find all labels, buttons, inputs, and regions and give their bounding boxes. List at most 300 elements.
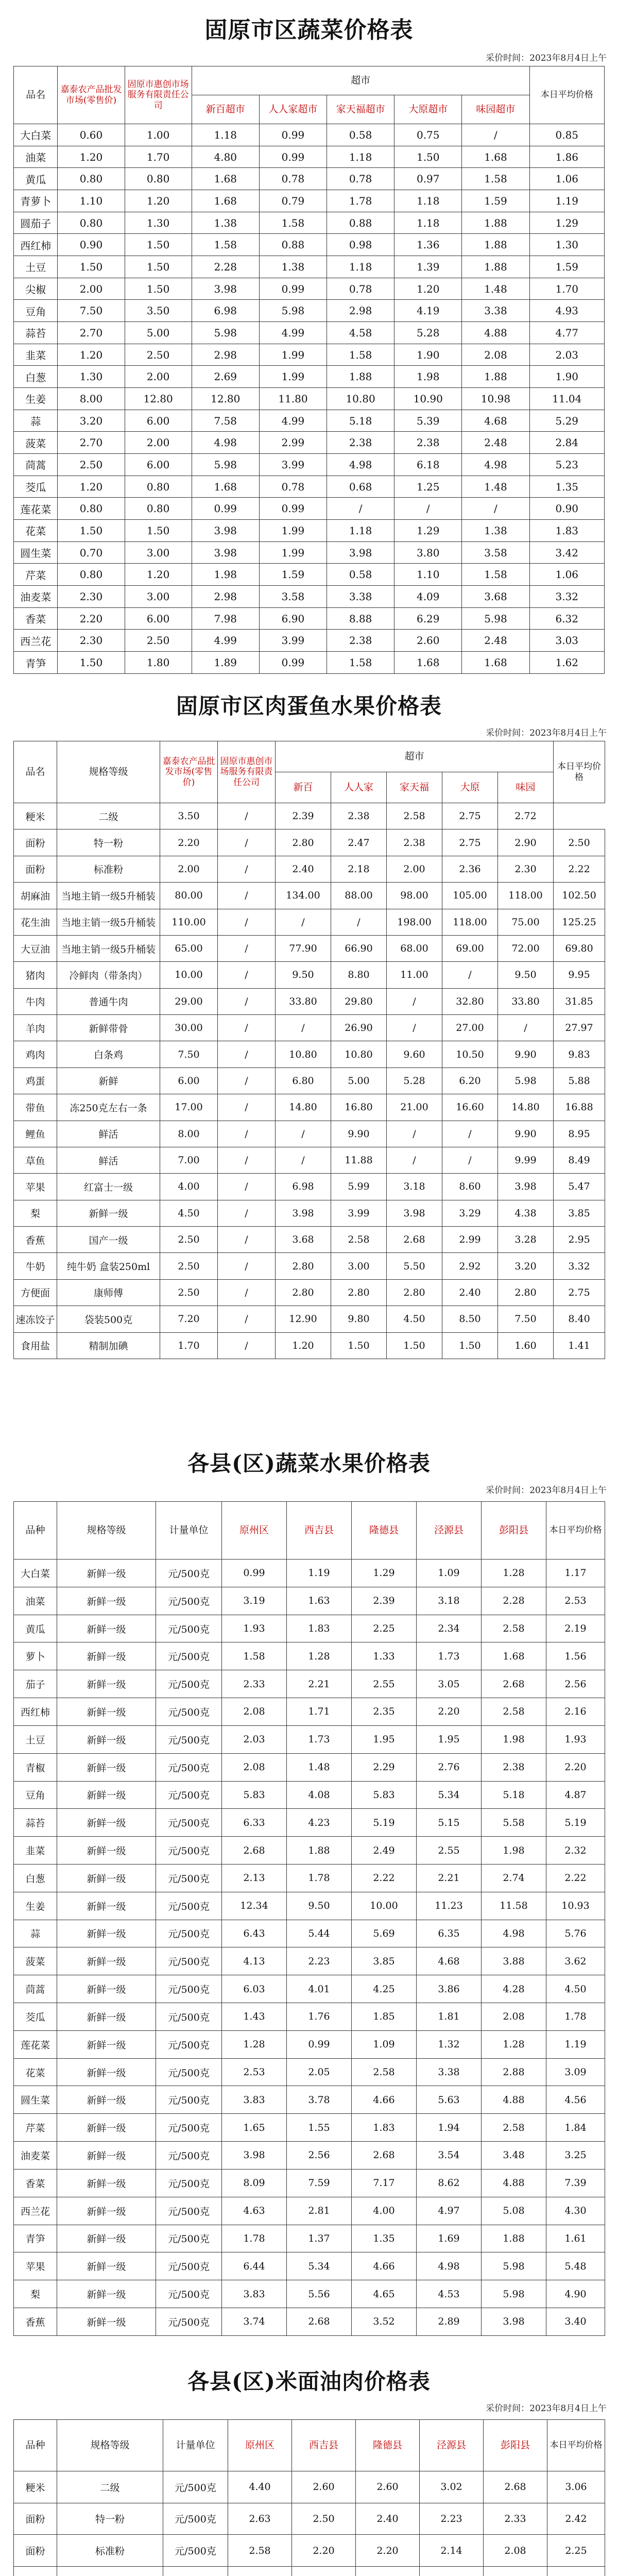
table-cell: 0.79 xyxy=(259,190,327,212)
table-cell: 29.80 xyxy=(331,988,387,1014)
table-cell: 3.68 xyxy=(276,1227,331,1253)
table-cell: 2.75 xyxy=(442,803,498,829)
table-cell: 6.98 xyxy=(276,1174,331,1200)
table-cell: 新鲜一级 xyxy=(57,1809,156,1837)
table-cell: 新鲜一级 xyxy=(57,1753,156,1781)
table-cell: 2.36 xyxy=(442,856,498,882)
table-cell: 2.33 xyxy=(484,2503,547,2535)
table-cell: 6.29 xyxy=(394,607,462,630)
table-cell: 11.80 xyxy=(259,388,327,410)
product-name-cell: 韭菜 xyxy=(14,344,58,366)
table-cell: 1.25 xyxy=(394,476,462,498)
table-cell: 2.58 xyxy=(352,2058,417,2086)
table-cell: 4.50 xyxy=(387,1306,442,1332)
table-cell: 1.78 xyxy=(327,190,394,212)
table-cell: 3.58 xyxy=(462,541,529,564)
table-cell: 10.90 xyxy=(394,388,462,410)
table-cell: 元/500克 xyxy=(156,1670,222,1698)
table-cell: 元/500克 xyxy=(156,2030,222,2058)
collection-time: 采价时间：2023年8月4日上午 xyxy=(486,2403,607,2414)
table-cell: 2.68 xyxy=(352,2142,417,2170)
table-row xyxy=(14,2535,605,2567)
table-cell: / xyxy=(218,988,276,1014)
table-cell: 二级 xyxy=(57,2471,163,2503)
table-cell: 国产一级 xyxy=(57,1227,160,1253)
product-name-cell: 芹菜 xyxy=(14,564,58,586)
product-name-cell: 青笋 xyxy=(14,652,58,674)
table-cell: 8.00 xyxy=(160,1121,218,1147)
table-cell: 0.99 xyxy=(222,1560,287,1587)
table-cell: 元/500克 xyxy=(156,1947,222,1975)
product-name-cell: 油菜 xyxy=(14,146,58,168)
table-cell: 5.98 xyxy=(498,1067,554,1094)
header-name: 品种 xyxy=(14,1502,57,1560)
product-name-cell: 面粉 xyxy=(14,2535,57,2567)
county-vegetable-fruit-price-table xyxy=(13,1501,605,2336)
product-name-cell xyxy=(14,2566,57,2576)
table-cell: 27.00 xyxy=(442,1015,498,1041)
table-cell: 1.99 xyxy=(259,541,327,564)
header-unit: 计量单位 xyxy=(156,1502,222,1560)
header-average: 本日平均价格 xyxy=(554,741,605,803)
table-cell: 5.15 xyxy=(417,1809,482,1837)
table-cell: 5.58 xyxy=(482,1809,546,1837)
county-grain-oil-meat-price-table xyxy=(13,2419,605,2576)
header-supermarket-5: 味园超市 xyxy=(462,95,529,124)
table-cell: 0.88 xyxy=(327,212,394,234)
table-cell: 31.85 xyxy=(554,988,605,1014)
table-cell: 6.35 xyxy=(417,1920,482,1947)
table-cell: 2.98 xyxy=(327,300,394,322)
table-cell: 0.88 xyxy=(259,234,327,256)
table-cell: 1.29 xyxy=(529,212,604,234)
table-row xyxy=(14,652,605,674)
table-cell: 0.80 xyxy=(58,168,125,190)
table-cell: 新鲜一级 xyxy=(57,2308,156,2335)
table-cell: 3.38 xyxy=(417,2058,482,2086)
table-row xyxy=(14,541,605,564)
table-row xyxy=(14,564,605,586)
table-cell: 1.56 xyxy=(546,1642,605,1670)
table-cell: 4.65 xyxy=(352,2280,417,2308)
table-cell: 4.98 xyxy=(462,454,529,476)
table-cell: 1.98 xyxy=(394,366,462,388)
product-name-cell: 白葱 xyxy=(14,366,58,388)
table-row xyxy=(14,1279,605,1306)
table-cell: 7.59 xyxy=(287,2169,352,2197)
table-cell: 4.38 xyxy=(498,1200,554,1226)
table-row xyxy=(14,988,605,1014)
table-cell: 1.33 xyxy=(352,1642,417,1670)
table-row xyxy=(14,1698,605,1726)
table-cell: 元/500克 xyxy=(156,1753,222,1781)
product-name-cell: 香蕉 xyxy=(14,2308,57,2335)
table-cell: 2.18 xyxy=(331,856,387,882)
product-name-cell: 花菜 xyxy=(14,2058,57,2086)
table-cell: 2.63 xyxy=(228,2503,292,2535)
header-supermarket-1: 新百 xyxy=(276,772,331,803)
table-cell: 2.49 xyxy=(352,1837,417,1865)
table-cell: 2.38 xyxy=(394,432,462,454)
table-cell: / xyxy=(387,1121,442,1147)
table-cell: 2.40 xyxy=(442,1279,498,1306)
table-cell: 2.50 xyxy=(554,829,605,856)
table-cell: 2.00 xyxy=(125,366,192,388)
table-cell: 红富士一级 xyxy=(57,1174,160,1200)
table-cell: 2.53 xyxy=(546,1587,605,1615)
table-cell: / xyxy=(218,1067,276,1094)
table-cell: 1.43 xyxy=(222,2003,287,2031)
table-row xyxy=(14,146,605,168)
table-cell: 4.99 xyxy=(259,322,327,344)
table-cell: 2.08 xyxy=(484,2535,547,2567)
table-cell: 1.85 xyxy=(352,2003,417,2031)
table-cell: 4.13 xyxy=(222,1947,287,1975)
product-name-cell: 豆角 xyxy=(14,300,58,322)
table-row xyxy=(14,829,605,856)
table-cell: 2.50 xyxy=(160,1253,218,1279)
table-cell xyxy=(228,2566,292,2576)
table-cell: 8.09 xyxy=(222,2169,287,2197)
section-title: 各县(区)米面油肉价格表 xyxy=(187,2369,431,2394)
table-cell: / xyxy=(276,1121,331,1147)
table-row xyxy=(14,388,605,410)
header-market1: 嘉泰农产品批发市场(零售价) xyxy=(58,66,125,124)
table-cell: / xyxy=(218,829,276,856)
table-cell: 11.23 xyxy=(417,1892,482,1920)
table-cell: 2.20 xyxy=(58,607,125,630)
table-cell: 1.95 xyxy=(352,1725,417,1753)
table-cell: 0.75 xyxy=(394,124,462,146)
table-cell: 元/500克 xyxy=(156,2003,222,2031)
table-cell: 当地主销一级5升桶装 xyxy=(57,935,160,961)
table-cell: 白条鸡 xyxy=(57,1041,160,1067)
table-cell: 2.81 xyxy=(287,2197,352,2225)
table-cell: 4.88 xyxy=(482,2086,546,2114)
table-cell: 2.08 xyxy=(482,2003,546,2031)
table-cell: 新鲜一级 xyxy=(57,2197,156,2225)
table-cell: 2.80 xyxy=(387,1279,442,1306)
table-cell: 1.29 xyxy=(352,1560,417,1587)
table-cell: 1.58 xyxy=(462,564,529,586)
table-cell: 1.38 xyxy=(462,520,529,542)
table-cell: 2.38 xyxy=(327,432,394,454)
product-name-cell: 黄瓜 xyxy=(14,168,58,190)
header-county-2: 西吉县 xyxy=(292,2420,356,2471)
table-cell: 2.68 xyxy=(222,1837,287,1865)
table-cell: 5.47 xyxy=(554,1174,605,1200)
table-cell: 新鲜一级 xyxy=(57,1698,156,1726)
table-cell: 65.00 xyxy=(160,935,218,961)
product-name-cell: 菠菜 xyxy=(14,432,58,454)
table-cell: 5.00 xyxy=(331,1067,387,1094)
table-cell: 元/500克 xyxy=(156,1837,222,1865)
table-cell: 元/500克 xyxy=(156,1587,222,1615)
table-row xyxy=(14,1864,605,1892)
table-cell: 6.00 xyxy=(125,454,192,476)
table-cell: 11.04 xyxy=(529,388,604,410)
product-name-cell: 花生油 xyxy=(14,909,57,935)
table-cell: 2.99 xyxy=(442,1227,498,1253)
table-cell: 6.18 xyxy=(394,454,462,476)
table-cell: 1.93 xyxy=(222,1615,287,1642)
table-cell: 4.09 xyxy=(394,586,462,608)
table-cell: 1.48 xyxy=(462,278,529,300)
product-name-cell: 油麦菜 xyxy=(14,2142,57,2170)
table-row xyxy=(14,2030,605,2058)
product-name-cell: 白葱 xyxy=(14,1864,57,1892)
product-name-cell: 茭瓜 xyxy=(14,476,58,498)
table-cell: 3.50 xyxy=(125,300,192,322)
table-cell: 1.50 xyxy=(331,1332,387,1359)
table-cell: 1.10 xyxy=(58,190,125,212)
table-cell: 4.98 xyxy=(417,2252,482,2280)
table-cell: 2.19 xyxy=(546,1615,605,1642)
table-cell: 1.50 xyxy=(58,652,125,674)
table-cell: 8.95 xyxy=(554,1121,605,1147)
table-cell: 0.99 xyxy=(287,2030,352,2058)
table-cell: 1.55 xyxy=(287,2114,352,2142)
table-cell: 1.58 xyxy=(327,344,394,366)
table-cell: 1.68 xyxy=(462,652,529,674)
product-name-cell: 香蕉 xyxy=(14,1227,57,1253)
table-cell: 新鲜一级 xyxy=(57,1892,156,1920)
table-cell xyxy=(547,2566,605,2576)
table-cell: 4.30 xyxy=(546,2197,605,2225)
product-name-cell: 油菜 xyxy=(14,1587,57,1615)
table-cell: 0.68 xyxy=(327,476,394,498)
table-cell: 2.00 xyxy=(160,856,218,882)
table-cell: / xyxy=(387,988,442,1014)
table-cell: 元/500克 xyxy=(156,1864,222,1892)
table-cell: 0.90 xyxy=(529,498,604,520)
table-cell: 元/500克 xyxy=(156,1698,222,1726)
table-cell: 32.80 xyxy=(442,988,498,1014)
table-cell: 4.66 xyxy=(352,2086,417,2114)
product-name-cell: 蒜苔 xyxy=(14,1809,57,1837)
table-cell: 3.98 xyxy=(498,1174,554,1200)
table-cell: 3.38 xyxy=(327,586,394,608)
table-cell: / xyxy=(218,883,276,909)
table-cell: 9.60 xyxy=(387,1041,442,1067)
table-cell: 2.69 xyxy=(192,366,259,388)
product-name-cell: 粳米 xyxy=(14,2471,57,2503)
table-cell: 3.85 xyxy=(352,1947,417,1975)
product-name-cell: 苹果 xyxy=(14,1174,57,1200)
table-cell: 3.18 xyxy=(417,1587,482,1615)
table-cell: 1.19 xyxy=(546,2030,605,2058)
table-cell: 9.90 xyxy=(331,1121,387,1147)
table-cell: 2.30 xyxy=(58,586,125,608)
table-cell: 1.88 xyxy=(462,234,529,256)
table-cell: 5.29 xyxy=(529,410,604,432)
table-cell: 2.05 xyxy=(287,2058,352,2086)
table-cell: 1.76 xyxy=(287,2003,352,2031)
table-cell: 0.97 xyxy=(394,168,462,190)
table-cell: 7.50 xyxy=(160,1041,218,1067)
product-name-cell: 圆生菜 xyxy=(14,541,58,564)
table-cell: 5.69 xyxy=(352,1920,417,1947)
table-cell: 11.00 xyxy=(387,962,442,988)
table-cell: 4.53 xyxy=(417,2280,482,2308)
table-cell: 1.28 xyxy=(482,1560,546,1587)
table-cell: 2.00 xyxy=(125,432,192,454)
table-cell: 3.05 xyxy=(417,1670,482,1698)
table-cell: 66.90 xyxy=(331,935,387,961)
table-cell: 12.90 xyxy=(276,1306,331,1332)
product-name-cell: 草鱼 xyxy=(14,1147,57,1173)
header-spec: 规格等级 xyxy=(57,741,160,803)
table-cell: 7.50 xyxy=(498,1306,554,1332)
table-cell: 4.19 xyxy=(394,300,462,322)
table-cell: 4.68 xyxy=(417,1947,482,1975)
table-cell: 10.00 xyxy=(352,1892,417,1920)
header-market2: 固原市惠创市场服务有限责任公司 xyxy=(218,741,276,803)
table-cell: 4.88 xyxy=(482,2169,546,2197)
table-cell: / xyxy=(218,1147,276,1173)
table-cell: 2.70 xyxy=(58,432,125,454)
table-cell: 2.29 xyxy=(352,1753,417,1781)
product-name-cell: 芹菜 xyxy=(14,2114,57,2142)
table-cell xyxy=(163,2566,228,2576)
table-cell: 3.19 xyxy=(222,1587,287,1615)
table-cell: 新鲜一级 xyxy=(57,2169,156,2197)
table-cell: 4.63 xyxy=(222,2197,287,2225)
table-cell: 1.99 xyxy=(259,520,327,542)
table-cell: 普通牛肉 xyxy=(57,988,160,1014)
table-cell: 4.25 xyxy=(352,1975,417,2003)
table-cell: 3.02 xyxy=(420,2471,484,2503)
table-row xyxy=(14,1781,605,1809)
table-cell: 3.99 xyxy=(259,630,327,652)
table-cell: 5.44 xyxy=(287,1920,352,1947)
table-cell: 1.06 xyxy=(529,564,604,586)
product-name-cell: 大白菜 xyxy=(14,124,58,146)
table-cell: 4.77 xyxy=(529,322,604,344)
product-name-cell: 蒜苔 xyxy=(14,322,58,344)
table-row xyxy=(14,2471,605,2503)
table-cell: 2.70 xyxy=(58,322,125,344)
table-row xyxy=(14,212,605,234)
table-cell: 4.23 xyxy=(287,1809,352,1837)
table-cell: 12.34 xyxy=(222,1892,287,1920)
table-cell: 2.28 xyxy=(482,1587,546,1615)
table-cell: 新鲜带骨 xyxy=(57,1015,160,1041)
table-cell: 2.80 xyxy=(276,1253,331,1279)
table-row xyxy=(14,256,605,278)
table-row xyxy=(14,2169,605,2197)
table-cell: / xyxy=(218,909,276,935)
table-row xyxy=(14,1306,605,1332)
table-cell: 2.50 xyxy=(125,630,192,652)
table-cell: 8.40 xyxy=(554,1306,605,1332)
table-cell: 5.98 xyxy=(192,454,259,476)
table-cell: 2.03 xyxy=(222,1725,287,1753)
table-cell: 8.50 xyxy=(442,1306,498,1332)
table-cell: 1.73 xyxy=(287,1725,352,1753)
table-cell: / xyxy=(218,1200,276,1226)
table-cell: 72.00 xyxy=(498,935,554,961)
table-cell: / xyxy=(218,1332,276,1359)
table-cell: 33.80 xyxy=(498,988,554,1014)
table-cell: 4.98 xyxy=(327,454,394,476)
header-county-4: 泾源县 xyxy=(417,1502,482,1560)
table-cell: 2.90 xyxy=(498,829,554,856)
product-name-cell: 蒜 xyxy=(14,410,58,432)
table-cell: 9.90 xyxy=(498,1041,554,1067)
table-cell: 3.48 xyxy=(482,2142,546,2170)
table-cell: 3.28 xyxy=(498,1227,554,1253)
table-cell: / xyxy=(218,1121,276,1147)
table-cell: 1.73 xyxy=(417,1642,482,1670)
table-cell: 4.08 xyxy=(287,1781,352,1809)
table-cell: 1.78 xyxy=(287,1864,352,1892)
table-cell: 3.58 xyxy=(259,586,327,608)
table-row xyxy=(14,962,605,988)
table-cell: 7.17 xyxy=(352,2169,417,2197)
table-cell: 冻250克左右一条 xyxy=(57,1094,160,1121)
product-name-cell: 西兰花 xyxy=(14,630,58,652)
table-cell: 元/500克 xyxy=(156,1809,222,1837)
table-row xyxy=(14,1041,605,1067)
table-cell: 元/500克 xyxy=(156,2058,222,2086)
table-cell: 69.00 xyxy=(442,935,498,961)
header-market1: 嘉泰农产品批发市场(零售价) xyxy=(160,741,218,803)
table-cell: / xyxy=(218,935,276,961)
product-name-cell: 猪肉 xyxy=(14,962,57,988)
table-row xyxy=(14,1332,605,1359)
table-cell: 1.95 xyxy=(417,1725,482,1753)
product-name-cell: 圆茄子 xyxy=(14,212,58,234)
table-cell: 2.58 xyxy=(482,1615,546,1642)
product-name-cell: 牛奶 xyxy=(14,1253,57,1279)
header-county-3: 隆德县 xyxy=(356,2420,420,2471)
table-cell: 118.00 xyxy=(498,883,554,909)
table-cell: 元/500克 xyxy=(156,2114,222,2142)
table-cell: 2.34 xyxy=(417,1615,482,1642)
table-cell: / xyxy=(218,1094,276,1121)
header-supermarket-5: 味园 xyxy=(498,772,554,803)
product-name-cell: 黄瓜 xyxy=(14,1615,57,1642)
table-cell: 元/500克 xyxy=(156,2142,222,2170)
table-cell: 1.29 xyxy=(394,520,462,542)
table-cell: 2.74 xyxy=(482,1864,546,1892)
table-cell: 当地主销一级5升桶装 xyxy=(57,883,160,909)
table-row xyxy=(14,454,605,476)
product-name-cell: 韭菜 xyxy=(14,1837,57,1865)
table-cell xyxy=(57,2566,163,2576)
table-cell: 3.83 xyxy=(222,2086,287,2114)
table-cell: 1.20 xyxy=(58,476,125,498)
table-cell: / xyxy=(218,1279,276,1306)
table-cell: 3.98 xyxy=(276,1200,331,1226)
table-cell: 9.99 xyxy=(498,1147,554,1173)
table-cell: 1.50 xyxy=(125,520,192,542)
table-cell: 1.88 xyxy=(462,256,529,278)
table-cell: 2.98 xyxy=(192,344,259,366)
table-row xyxy=(14,2058,605,2086)
table-cell: 2.80 xyxy=(331,1279,387,1306)
table-cell: 6.03 xyxy=(222,1975,287,2003)
table-cell: 1.88 xyxy=(462,212,529,234)
table-cell: 5.88 xyxy=(554,1067,605,1094)
table-row xyxy=(14,344,605,366)
table-cell: 2.55 xyxy=(352,1670,417,1698)
table-cell: 1.50 xyxy=(58,520,125,542)
table-cell: 1.88 xyxy=(482,2225,546,2252)
table-cell: 1.78 xyxy=(222,2225,287,2252)
table-cell: 鲜活 xyxy=(57,1147,160,1173)
